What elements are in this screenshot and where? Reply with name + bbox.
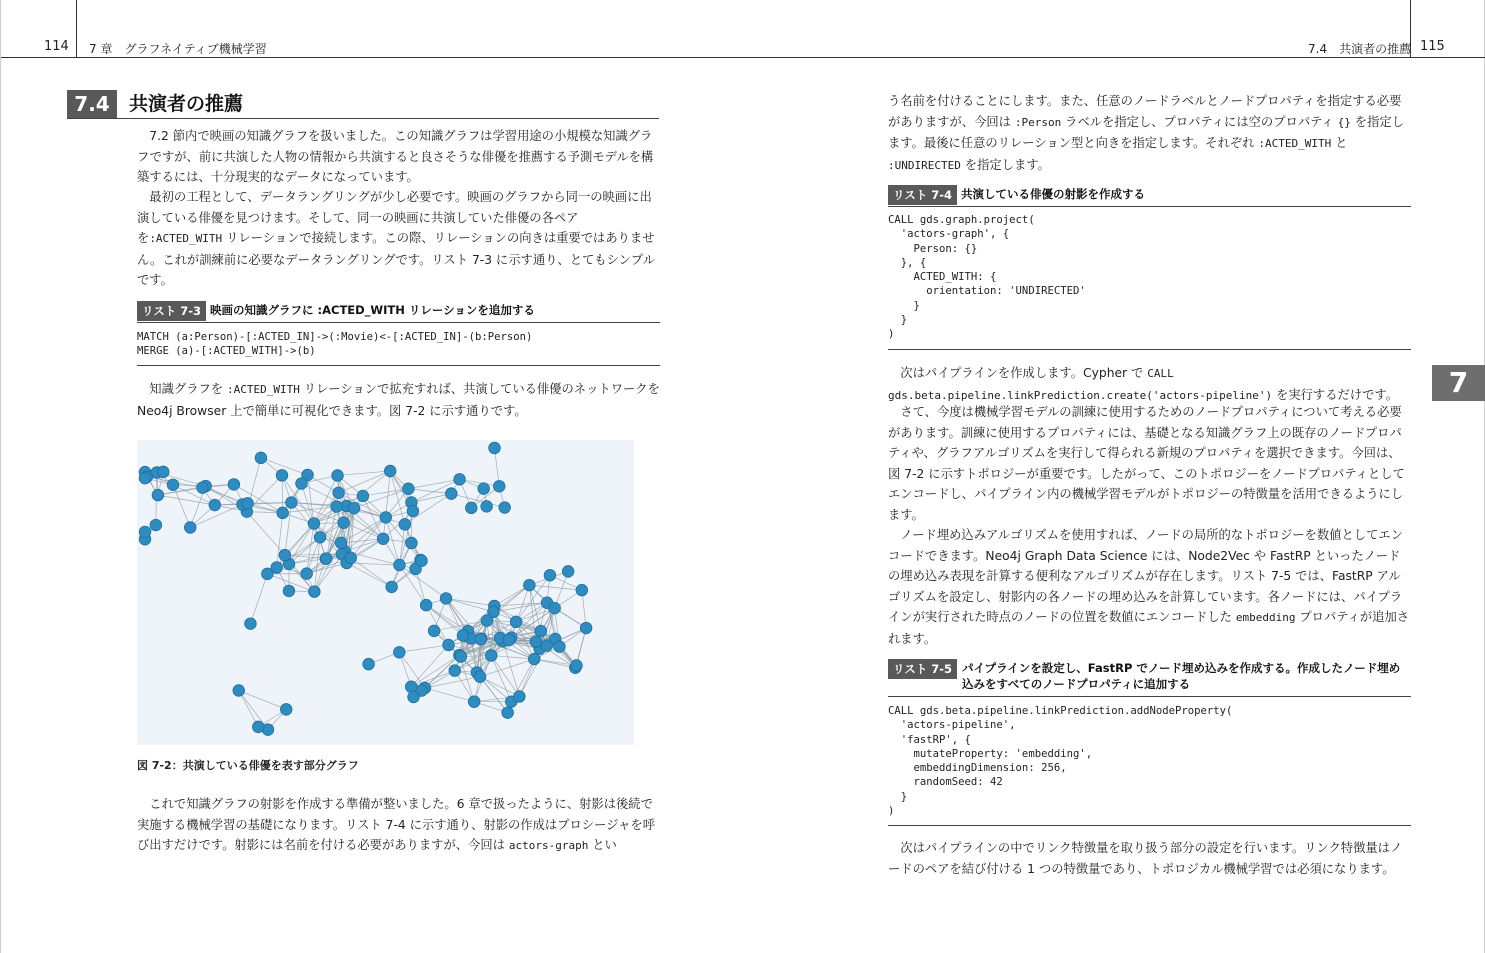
code-rule — [888, 825, 1411, 826]
graph-node — [530, 636, 542, 648]
paragraph-text: 次はパイプラインの中でリンク特徴量を取り扱う部分の設定を行います。リンク特徴量はノードのペアを結び付ける 1 つの特徴量であり、トポロジカル機械学習では必須になります。 — [888, 841, 1403, 876]
graph-node — [139, 526, 151, 538]
graph-node — [332, 470, 344, 482]
graph-node — [475, 633, 487, 645]
code-block: CALL gds.beta.pipeline.linkPrediction.addNodeProperty( 'actors-pipeline', 'fastRP', { mutateProperty: 'embedding', embeddingDimension: 256, randomSeed: 42 } ) — [888, 705, 1233, 818]
graph-node — [554, 641, 566, 653]
paragraph-text: と — [1331, 136, 1348, 150]
graph-node — [445, 488, 457, 500]
graph-node — [499, 502, 511, 514]
paragraph — [137, 126, 660, 188]
header-rule — [743, 57, 1485, 58]
header-divider — [76, 0, 77, 58]
graph-node — [245, 618, 257, 630]
graph-node — [321, 553, 333, 565]
graph-node — [255, 452, 267, 464]
listing-title: パイプラインを設定し、FastRP でノード埋め込みを作成する。作成したノード埋め込みをすべてのノードプロパティに追加する — [962, 661, 1401, 691]
inline-code: {} — [1337, 115, 1351, 129]
paragraph-text: リレーションで拡充すれば、共演している俳優のネットワークを Neo4j Browser 上で簡単に可視化できます。図 7-2 に示す通りです。 — [137, 382, 660, 418]
listing-title: 共演している俳優の射影を作成する — [961, 187, 1145, 201]
graph-node — [233, 685, 245, 697]
actor-network-figure — [137, 440, 634, 745]
graph-node — [571, 660, 583, 672]
graph-node — [331, 501, 343, 513]
graph-node — [406, 537, 418, 549]
graph-node — [493, 480, 505, 492]
graph-node — [338, 517, 350, 529]
graph-node — [428, 625, 440, 637]
paragraph-text: を指定します。 — [960, 157, 1050, 172]
graph-node — [296, 478, 308, 490]
graph-node — [394, 646, 406, 658]
graph-edges — [145, 448, 586, 730]
page-number: 115 — [1420, 39, 1445, 54]
graph-node — [478, 483, 490, 495]
graph-node — [157, 466, 169, 478]
graph-node — [416, 555, 428, 567]
paragraph — [888, 91, 1411, 176]
graph-node — [286, 497, 298, 509]
inline-code: :Person — [1014, 115, 1062, 129]
graph-node — [139, 472, 151, 484]
graph-node — [283, 585, 295, 597]
paragraph-text: ラベルを指定し、プロパティには空のプロパティ — [1061, 114, 1338, 129]
graph-node — [524, 579, 536, 591]
graph-node — [481, 615, 493, 627]
graph-node — [386, 581, 398, 593]
graph-node — [457, 630, 469, 642]
graph-node — [394, 559, 406, 571]
graph-node — [384, 465, 396, 477]
graph-node — [580, 622, 592, 634]
graph-node — [403, 483, 415, 495]
right-page — [743, 0, 1485, 953]
graph-node — [242, 498, 254, 510]
inline-code: :UNDIRECTED — [888, 158, 961, 172]
graph-node — [399, 519, 411, 531]
code-block: MATCH (a:Person)-[:ACTED_IN]->(:Movie)<-[:ACTED_IN]-(b:Person) MERGE (a)-[:ACTED_WITH]->(b) — [137, 331, 533, 358]
listing-header — [888, 184, 1411, 207]
graph-node — [209, 499, 221, 511]
graph-node — [333, 487, 345, 499]
paragraph-text: さて、今度は機械学習モデルの訓練に使用するためのノードプロパティについて考える必要があります。訓練に使用するプロパティには、基礎となる知識グラフ上の既存のノードプロパティや、グラフアルゴリズムを実行して得られる新規のプロパティを選択できます。今回は、図 7-2 に示すトポロジーが重要です。したがって、このトポロジーをノードプロパティとしてエンコードし、パイプライン内の機械学習モデルがトポロジーの特徴量を活用できるようにします。 — [888, 405, 1405, 522]
graph-node — [280, 704, 292, 716]
inline-code: actors-graph — [508, 839, 589, 852]
graph-node — [167, 479, 179, 491]
paragraph-text: とい — [588, 838, 617, 852]
graph-node — [420, 599, 432, 611]
section-heading — [67, 90, 659, 119]
graph-node — [377, 533, 389, 545]
graph-node — [363, 658, 375, 670]
inline-code: :ACTED_WITH — [227, 383, 300, 396]
paragraph — [888, 525, 1411, 649]
graph-node — [348, 502, 360, 514]
inline-code: embedding — [1235, 611, 1296, 624]
network-graph — [137, 440, 634, 745]
paragraph-text: を指定します。最後に任意のリレーション型と向きを指定します。それぞれ — [888, 114, 1404, 150]
graph-node — [184, 522, 196, 534]
listing-badge: リスト 7-4 — [888, 185, 957, 205]
graph-node — [309, 586, 321, 598]
listing-badge: リスト 7-3 — [137, 301, 206, 321]
inline-code: CALL gds.beta.pipeline.linkPrediction.create('actors-pipeline') — [888, 367, 1273, 402]
paragraph-text: 知識グラフを — [149, 382, 227, 396]
graph-node — [544, 569, 556, 581]
graph-node — [503, 634, 515, 646]
section-number: 7.4 — [67, 90, 117, 118]
graph-node — [474, 671, 486, 683]
graph-node — [271, 562, 283, 574]
paragraph-text: リレーションで接続します。この際、リレーションの向きは重要ではありません。これが訓練前に必要なデータラングリングです。リスト 7-3 に示す通り、とてもシンプルです。 — [137, 231, 655, 287]
graph-node — [481, 501, 493, 513]
page-number: 114 — [44, 39, 69, 54]
paragraph — [137, 794, 660, 857]
graph-node — [277, 507, 289, 519]
left-page — [0, 0, 742, 953]
graph-node — [502, 707, 514, 719]
paragraph — [888, 402, 1411, 525]
graph-node — [449, 665, 461, 677]
graph-node — [454, 474, 466, 486]
listing-header — [137, 300, 660, 323]
graph-node — [150, 519, 162, 531]
code-rule — [137, 365, 660, 366]
inline-code: :ACTED_WITH — [1258, 137, 1332, 150]
graph-node — [489, 442, 501, 454]
graph-node — [510, 616, 522, 628]
graph-node — [562, 566, 574, 578]
paragraph — [888, 838, 1411, 879]
header-rule — [1, 57, 743, 58]
graph-node — [576, 584, 588, 596]
listing-header — [888, 658, 1411, 697]
graph-node — [443, 639, 455, 651]
code-rule — [888, 349, 1411, 350]
chapter-thumb-tab: 7 — [1432, 365, 1485, 401]
graph-node — [308, 518, 320, 530]
graph-node — [468, 696, 480, 708]
graph-node — [276, 470, 288, 482]
listing-title: 映画の知識グラフに :ACTED_WITH リレーションを追加する — [210, 303, 535, 317]
paragraph-text: ノード埋め込みアルゴリズムを使用すれば、ノードの局所的なトポロジーを数値としてエンコードできます。Neo4j Graph Data Science には、Node2Vec や FastRP といったノードの埋め込み表現を計算する便利なアルゴリズムが存在します。リスト 7-5 では、FastRP アルゴリズムを設定し、射影内の各ノードの埋め込みを計算しています。各ノードには、パイプラインが実行された時点のノードの位置を数値にエンコードした — [888, 528, 1403, 624]
listing-badge: リスト 7-5 — [888, 659, 957, 679]
graph-node — [455, 651, 467, 663]
graph-node — [405, 681, 417, 693]
graph-node — [252, 721, 264, 733]
running-header: 7 章 グラフネイティブ機械学習 — [89, 42, 267, 56]
graph-node — [440, 593, 452, 605]
graph-node — [357, 490, 369, 502]
graph-node — [345, 552, 357, 564]
paragraph — [137, 379, 660, 421]
graph-node — [407, 505, 419, 517]
graph-node — [485, 650, 497, 662]
graph-node — [408, 691, 420, 703]
graph-node — [228, 479, 240, 491]
graph-node — [335, 537, 347, 549]
paragraph — [137, 187, 660, 291]
figure-caption: 図 7-2：共演している俳優を表す部分グラフ — [137, 759, 359, 772]
graph-node — [465, 502, 477, 514]
section-title: 共演者の推薦 — [129, 93, 244, 115]
graph-node — [549, 602, 561, 614]
paragraph-text: 7.2 節内で映画の知識グラフを扱いました。この知識グラフは学習用途の小規模な知識グラフですが、前に共演した人物の情報から共演すると良さそうな俳優を推薦する予測モデルを構築するには、十分現実的なデータになっています。 — [137, 129, 654, 184]
graph-node — [279, 549, 291, 561]
graph-node — [535, 625, 547, 637]
graph-node — [380, 512, 392, 524]
paragraph-text: プロパティが追加されます。 — [888, 610, 1410, 646]
paragraph-text: 最初の工程として、データラングリングが少し必要です。映画のグラフから同一の映画に出演している俳優を見つけます。そして、同一の映画に共演していた俳優の各ペアを — [137, 190, 652, 245]
paragraph-text: う名前を付けることにします。また、任意のノードラベルとノードプロパティを指定する必要がありますが、今回は — [888, 94, 1402, 129]
paragraph-text: これで知識グラフの射影を作成する準備が整いました。6 章で扱ったように、射影は後続で実施する機械学習の基礎になります。リスト 7-4 に示す通り、射影の作成はプロシージャを呼び出すだけです。射影には名前を付ける必要がありますが、今回は — [137, 797, 656, 852]
graph-node — [541, 640, 553, 652]
paragraph-text: 次はパイプラインを作成します。Cypher で — [900, 366, 1148, 380]
paragraph-text: を実行するだけです。 — [1272, 387, 1399, 402]
graph-node — [528, 653, 540, 665]
graph-node — [301, 568, 313, 580]
graph-node — [314, 532, 326, 544]
paragraph — [888, 363, 1411, 406]
graph-node — [197, 482, 209, 494]
graph-node — [514, 691, 526, 703]
inline-code: :ACTED_WITH — [149, 232, 223, 245]
running-header: 7.4 共演者の推薦 — [1308, 42, 1412, 56]
code-block: CALL gds.graph.project( 'actors-graph', { Person: {} }, { ACTED_WITH: { orientation: 'UNDIRECTED' } } ) — [888, 214, 1086, 341]
graph-node — [152, 489, 164, 501]
